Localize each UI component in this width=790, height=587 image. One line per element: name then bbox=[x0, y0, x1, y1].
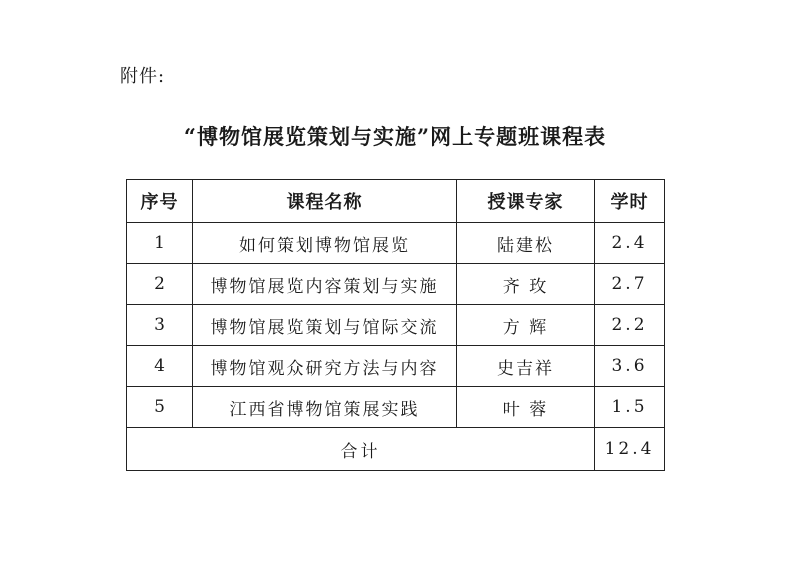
row-course: 如何策划博物馆展览 bbox=[193, 223, 457, 264]
table-row bbox=[127, 387, 665, 428]
table-row bbox=[127, 305, 665, 346]
document-title: “博物馆展览策划与实施”网上专题班课程表 bbox=[183, 124, 607, 149]
row-expert: 齐 玫 bbox=[457, 264, 595, 305]
table-row bbox=[127, 264, 665, 305]
row-hours: 2.4 bbox=[595, 223, 665, 264]
total-hours: 12.4 bbox=[595, 428, 665, 471]
total-row bbox=[127, 428, 665, 471]
row-hours: 2.2 bbox=[595, 305, 665, 346]
row-hours: 2.7 bbox=[595, 264, 665, 305]
header-no: 序号 bbox=[127, 180, 193, 223]
row-expert: 叶 蓉 bbox=[457, 387, 595, 428]
header-course: 课程名称 bbox=[193, 180, 457, 223]
table-row bbox=[127, 346, 665, 387]
course-schedule-table bbox=[126, 179, 665, 471]
row-no: 2 bbox=[127, 264, 193, 305]
total-label: 合计 bbox=[127, 428, 595, 471]
row-expert: 史吉祥 bbox=[457, 346, 595, 387]
row-course: 江西省博物馆策展实践 bbox=[193, 387, 457, 428]
row-no: 1 bbox=[127, 223, 193, 264]
header-hours: 学时 bbox=[595, 180, 665, 223]
attachment-label: 附件: bbox=[120, 66, 166, 87]
row-hours: 3.6 bbox=[595, 346, 665, 387]
header-expert: 授课专家 bbox=[457, 180, 595, 223]
row-course: 博物馆观众研究方法与内容 bbox=[193, 346, 457, 387]
table-row bbox=[127, 223, 665, 264]
row-no: 4 bbox=[127, 346, 193, 387]
row-no: 3 bbox=[127, 305, 193, 346]
row-hours: 1.5 bbox=[595, 387, 665, 428]
row-expert: 方 辉 bbox=[457, 305, 595, 346]
row-course: 博物馆展览策划与馆际交流 bbox=[193, 305, 457, 346]
table-header-row bbox=[127, 180, 665, 223]
row-no: 5 bbox=[127, 387, 193, 428]
row-expert: 陆建松 bbox=[457, 223, 595, 264]
row-course: 博物馆展览内容策划与实施 bbox=[193, 264, 457, 305]
